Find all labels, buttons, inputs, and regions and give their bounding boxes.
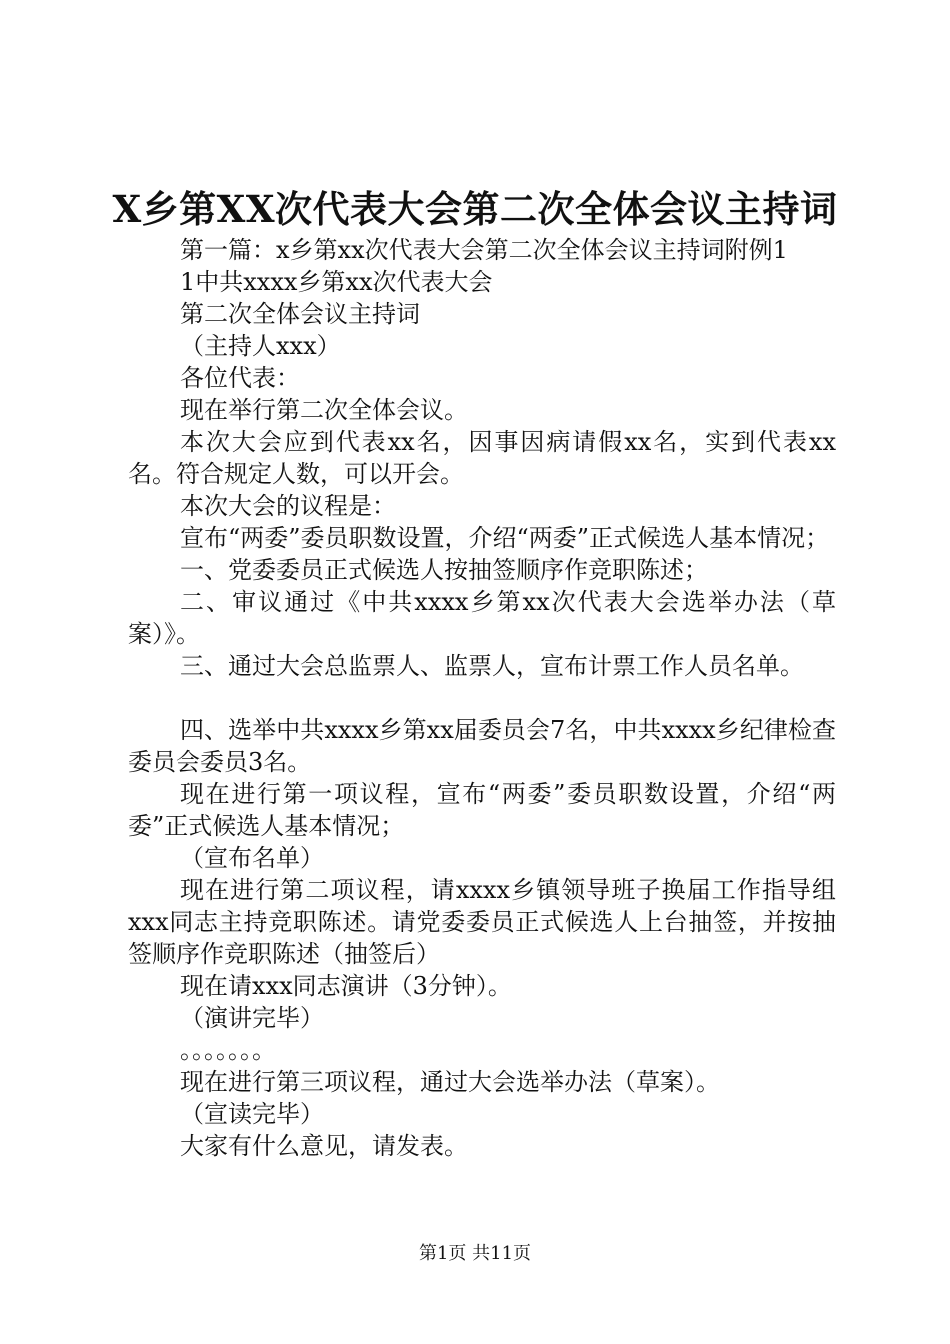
document-title: X乡第XX次代表大会第二次全体会议主持词 xyxy=(112,187,838,231)
body-paragraph: （宣读完毕） xyxy=(180,1100,324,1128)
body-paragraph: 第二次全体会议主持词 xyxy=(180,300,420,328)
body-paragraph: 宣布“两委”委员职数设置，介绍“两委”正式候选人基本情况； xyxy=(180,524,830,552)
body-paragraph: 四、选举中共xxxx乡第xx届委员会7名，中共xxxx乡纪律检查委员会委员3名。 xyxy=(128,716,836,776)
body-paragraph: 现在进行第一项议程，宣布“两委”委员职数设置，介绍“两委”正式候选人基本情况； xyxy=(128,780,836,840)
body-paragraph: 各位代表： xyxy=(180,364,300,392)
body-paragraph: 。。。。。。。 xyxy=(180,1036,276,1064)
body-paragraph: （宣布名单） xyxy=(180,844,324,872)
body-paragraph: （主持人xxx） xyxy=(180,332,341,360)
body-paragraph: 现在进行第三项议程，通过大会选举办法（草案）。 xyxy=(180,1068,720,1096)
paragraph-spacer xyxy=(128,682,836,714)
body-paragraph: 三、通过大会总监票人、监票人，宣布计票工作人员名单。 xyxy=(180,652,804,680)
body-paragraph: 第一篇：x乡第xx次代表大会第二次全体会议主持词附例1 xyxy=(180,236,788,264)
body-paragraph: 一、党委委员正式候选人按抽签顺序作竞职陈述； xyxy=(180,556,708,584)
page-footer: 第1页 共11页 xyxy=(418,1243,532,1264)
body-paragraph: 现在举行第二次全体会议。 xyxy=(180,396,468,424)
body-paragraph: 大家有什么意见，请发表。 xyxy=(180,1132,468,1160)
body-paragraph: 现在请xxx同志演讲（3分钟）。 xyxy=(180,972,512,1000)
body-paragraph: （演讲完毕） xyxy=(180,1004,324,1032)
document-body xyxy=(128,234,836,1162)
body-paragraph: 本次大会应到代表xx名，因事因病请假xx名，实到代表xx名。符合规定人数，可以开会。 xyxy=(128,428,836,488)
body-paragraph: 本次大会的议程是： xyxy=(180,492,396,520)
body-paragraph: 现在进行第二项议程，请xxxx乡镇领导班子换届工作指导组xxx同志主持竞职陈述。请党委委员正式候选人上台抽签，并按抽签顺序作竞职陈述（抽签后） xyxy=(128,876,836,968)
body-paragraph: 二、审议通过《中共xxxx乡第xx次代表大会选举办法（草案）》。 xyxy=(128,588,836,648)
body-paragraph: 1中共xxxx乡第xx次代表大会 xyxy=(180,268,493,296)
